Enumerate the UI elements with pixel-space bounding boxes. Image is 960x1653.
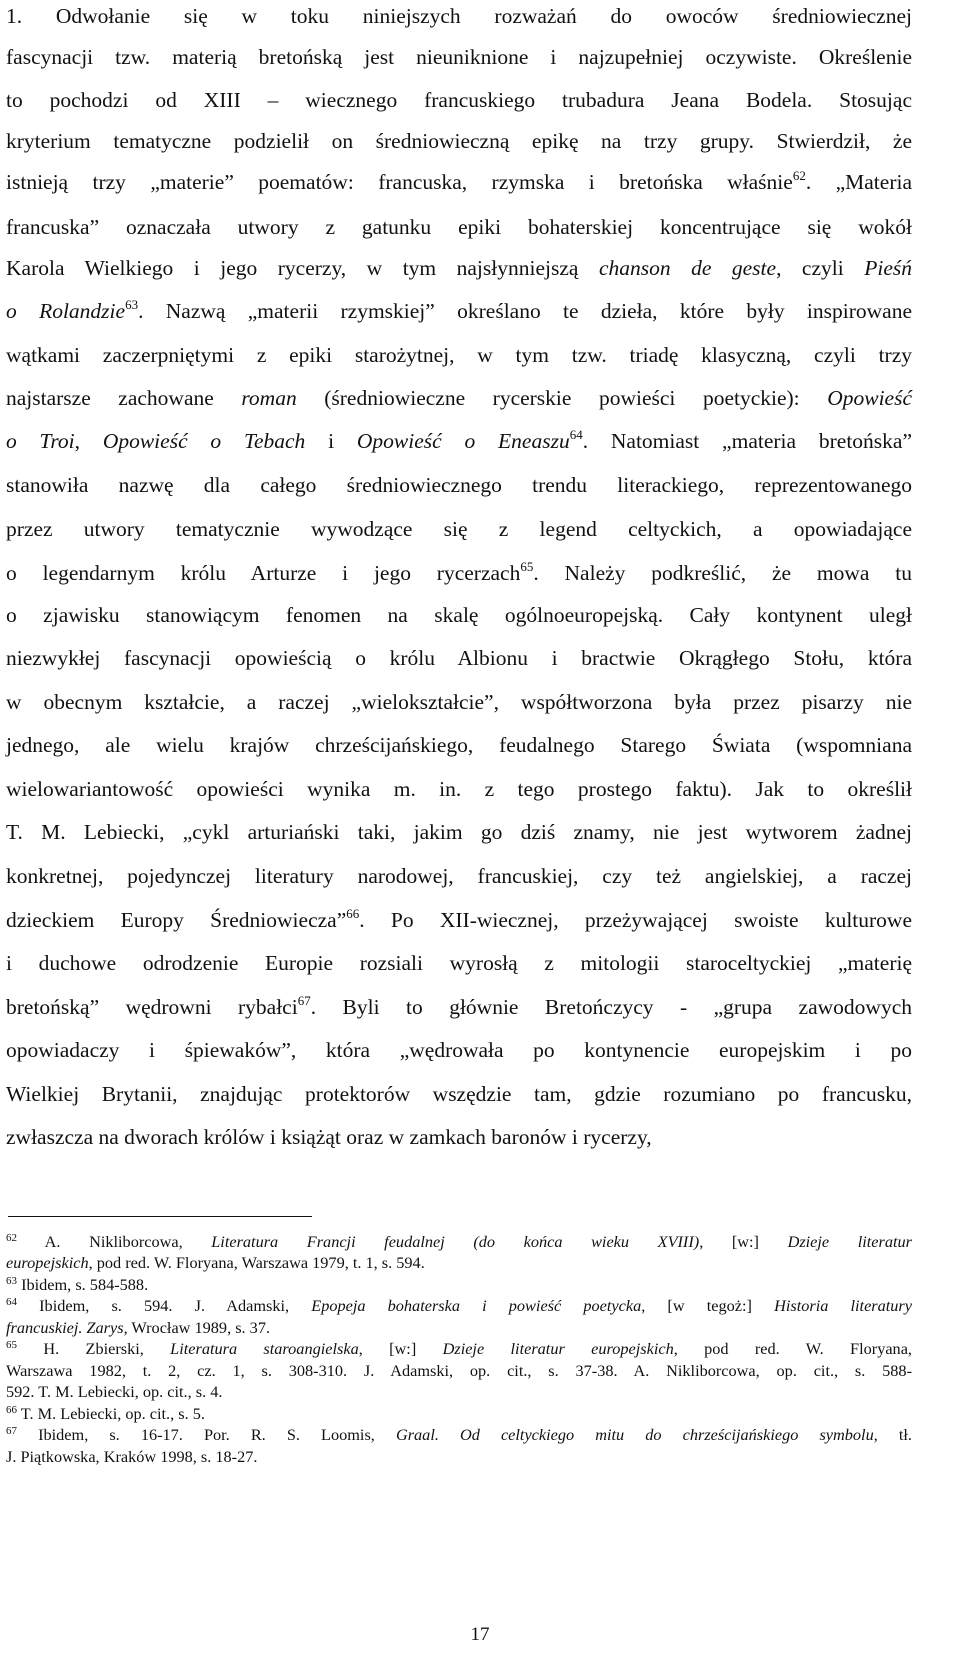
body-line [6, 388, 912, 410]
text-run: , pod red. W. Floryana, [673, 1339, 912, 1358]
footnote-line [6, 1255, 912, 1271]
text-run: , [w:] [699, 1232, 788, 1251]
italic-run: Literatura Francji feudalnej (do końca wieku XVIII) [211, 1232, 700, 1251]
text-run: . „Materia [805, 170, 912, 194]
text-run: Karola Wielkiego i jego rycerzy, w tym najsłynniejszą [6, 256, 599, 280]
body-line [6, 735, 912, 757]
text-run: francuska” oznaczała utwory z gatunku epiki bohaterskiej koncentrujące się wokół [6, 215, 912, 239]
body-line [6, 1040, 912, 1062]
text-run: , [w:] [358, 1339, 443, 1358]
text-run: 592. T. M. Lebiecki, op. cit., s. 4. [6, 1382, 223, 1401]
text-run: w obecnym kształcie, a raczej „wielokształcie”, współtworzona była przez pisarzy nie [6, 690, 912, 714]
body-line [6, 993, 912, 1019]
footnote-ref: 66 [346, 906, 360, 921]
body-line [6, 822, 912, 844]
text-run: . Byli to głównie Bretończycy - „grupa zawodowych [310, 995, 912, 1019]
footnote-ref: 66 [6, 1404, 17, 1416]
footnote-ref: 65 [6, 1339, 17, 1351]
text-run: dzieckiem Europy Średniowiecza” [6, 908, 347, 932]
body-line [6, 1127, 912, 1149]
text-run: A. Nikliborcowa, [17, 1232, 212, 1251]
text-run: . Nazwą „materii rzymskiej” określano te dzieła, które były inspirowane [138, 299, 912, 323]
body-line [6, 559, 913, 585]
text-run: H. Zbierski, [17, 1339, 171, 1358]
text-run: o legendarnym królu Arturze i jego rycerzach [6, 561, 521, 585]
text-run: to pochodzi od XIII – wiecznego francuskiego trubadura Jeana Bodela. Stosując [6, 88, 912, 112]
body-line [6, 47, 912, 69]
body-line [6, 345, 912, 367]
text-run: (średniowieczne rycerskie powieści poetyckie): [296, 386, 828, 410]
italic-run: Opowieść [827, 386, 912, 410]
italic-run: o Troi [6, 429, 75, 453]
italic-run: Historia literatury [774, 1296, 912, 1315]
text-run: niezwykłej fascynacji opowieścią o królu Albionu i bractwie Okrągłego Stołu, która [6, 646, 912, 670]
text-run: konkretnej, pojedynczej literatury narodowej, francuskiej, czy też angielskiej, a raczej [6, 864, 912, 888]
footnote-line [6, 1234, 912, 1250]
text-run: wątkami zaczerpniętymi z epiki starożytnej, w tym tzw. triadę klasyczną, czyli trzy [6, 343, 912, 367]
footnote-line [6, 1298, 912, 1314]
body-line [6, 1084, 912, 1106]
italic-run: Opowieść o Tebach [102, 429, 306, 453]
footnote-ref: 62 [6, 1232, 17, 1244]
text-run: , Wrocław 1989, s. 37. [123, 1318, 271, 1337]
italic-run: Graal. Od celtyckiego mitu do chrześcijańskiego symbolu [395, 1425, 874, 1444]
text-run: jednego, ale wielu krajów chrześcijańskiego, feudalnego Starego Świata (wspomniana [6, 733, 912, 757]
body-line [6, 6, 912, 28]
body-line [6, 168, 912, 194]
text-run: wielowariantowość opowieści wynika m. in. z tego prostego faktu). Jak to określił [6, 777, 912, 801]
text-run: , czyli [776, 256, 865, 280]
italic-run: o Rolandzie [6, 299, 126, 323]
italic-run: Dzieje literatur europejskich [442, 1339, 674, 1358]
italic-run: Opowieść o Eneaszu [356, 429, 570, 453]
text-run: T. M. Lebiecki, op. cit., s. 5. [17, 1404, 205, 1423]
footnote-ref: 67 [297, 993, 311, 1008]
footnote-separator [8, 1216, 312, 1217]
body-line [6, 779, 912, 801]
text-run: stanowiła nazwę dla całego średniowiecznego trendu literackiego, reprezentowanego [6, 473, 912, 497]
body-line [6, 90, 912, 112]
page-number: 17 [470, 1624, 490, 1645]
footnote-ref: 65 [520, 559, 534, 574]
body-line [6, 605, 912, 627]
text-run: . Natomiast „materia bretońska” [582, 429, 912, 453]
footnote-ref: 64 [569, 427, 583, 442]
italic-run: Pieśń [864, 256, 912, 280]
body-line [6, 519, 912, 541]
footnote-ref: 63 [6, 1275, 17, 1287]
footnote-ref: 63 [125, 297, 139, 312]
text-run: Wielkiej Brytanii, znajdując protektorów wszędzie tam, gdzie rozumiano po francusku, [6, 1082, 912, 1106]
italic-run: Dzieje literatur [787, 1232, 913, 1251]
text-run: J. Piątkowska, Kraków 1998, s. 18-27. [6, 1447, 258, 1466]
text-run: Warszawa 1982, t. 2, cz. 1, s. 308-310. J. Adamski, op. cit., s. 37-38. A. Nikliborcowa, op. cit., s. 588- [6, 1361, 912, 1380]
footnote-line [6, 1384, 912, 1400]
footnote-line [6, 1449, 912, 1465]
footnote-line [6, 1406, 912, 1422]
text-run: zwłaszcza na dworach królów i książąt oraz w zamkach baronów i rycerzy, [6, 1125, 652, 1149]
text-run: . Po XII-wiecznej, przeżywającej swoiste kulturowe [359, 908, 912, 932]
text-run: fascynacji tzw. materią bretońską jest nieuniknione i najzupełniej oczywiste. Określenie [6, 45, 912, 69]
body-line [6, 427, 912, 453]
body-line [6, 131, 912, 153]
footnote-ref: 64 [6, 1296, 17, 1308]
text-run: o zjawisku stanowiącym fenomen na skalę ogólnoeuropejską. Cały kontynent uległ [6, 603, 912, 627]
text-run: opowiadaczy i śpiewaków”, która „wędrowała po kontynencie europejskim i po [6, 1038, 912, 1062]
text-run: Ibidem, s. 594. J. Adamski, [17, 1296, 312, 1315]
text-run: , [w tegoż:] [641, 1296, 775, 1315]
footnote-line [6, 1320, 912, 1336]
body-line [6, 297, 912, 323]
text-run: , [74, 429, 103, 453]
text-run: przez utwory tematycznie wywodzące się z legend celtyckich, a opowiadające [6, 517, 912, 541]
body-line [6, 258, 912, 280]
text-run: i [305, 429, 357, 453]
italic-run: Literatura staroangielska [170, 1339, 359, 1358]
body-line [6, 866, 912, 888]
text-run: 1. Odwołanie się w toku niniejszych rozważań do owoców średniowiecznej [6, 4, 912, 28]
text-run: istnieją trzy „materie” poematów: francuska, rzymska i bretońska właśnie [6, 170, 793, 194]
text-run: i duchowe odrodzenie Europie rozsiali wyrosłą z mitologii staroceltyckiej „materię [6, 951, 912, 975]
body-line [6, 648, 912, 670]
text-run: Ibidem, s. 584-588. [17, 1275, 149, 1294]
body-line [6, 692, 912, 714]
body-line [6, 906, 912, 932]
italic-run: europejskich [6, 1253, 89, 1272]
italic-run: Epopeja bohaterska i powieść poetycka [311, 1296, 642, 1315]
body-line [6, 217, 912, 239]
text-run: , tł. [873, 1425, 912, 1444]
text-run: najstarsze zachowane [6, 386, 242, 410]
footnote-line [6, 1427, 912, 1443]
text-run: bretońską” wędrowni rybałci [6, 995, 298, 1019]
text-run: kryterium tematyczne podzielił on średniowieczną epikę na trzy grupy. Stwierdził, że [6, 129, 912, 153]
footnote-ref: 62 [792, 168, 806, 183]
footnote-line [6, 1277, 912, 1293]
italic-run: roman [241, 386, 297, 410]
italic-run: chanson de geste [598, 256, 777, 280]
text-run: T. M. Lebiecki, „cykl arturiański taki, jakim go dziś znamy, nie jest wytworem żadnej [6, 820, 912, 844]
text-run: , pod red. W. Floryana, Warszawa 1979, t. 1, s. 594. [88, 1253, 425, 1272]
italic-run: francuskiej. Zarys [6, 1318, 124, 1337]
footnote-line [6, 1363, 912, 1379]
footnote-line [6, 1341, 912, 1357]
text-run: . Należy podkreślić, że mowa tu [533, 561, 913, 585]
footnote-ref: 67 [6, 1425, 17, 1437]
body-line [6, 475, 912, 497]
body-line [6, 953, 912, 975]
text-run: Ibidem, s. 16-17. Por. R. S. Loomis, [17, 1425, 396, 1444]
